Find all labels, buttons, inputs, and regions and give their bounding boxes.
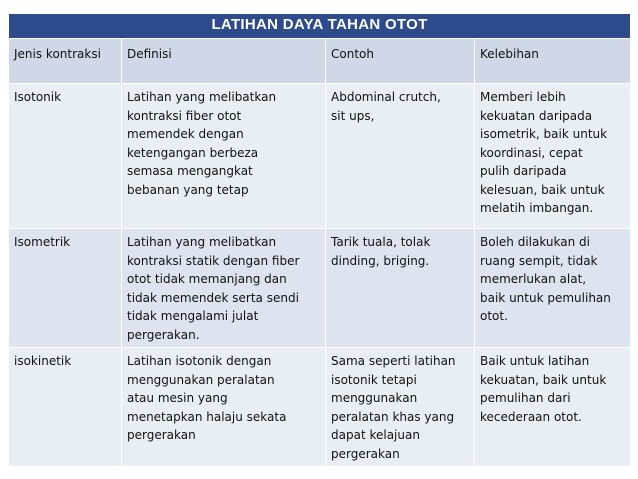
column-header-kelebihan: Kelebihan <box>475 39 631 84</box>
column-header-contoh: Contoh <box>326 39 475 84</box>
cell-definisi: Latihan yang melibatkan kontraksi fiber otot memendek dengan ketengangan berbeza semasa mengangkat bebanan yang tetap <box>122 84 326 229</box>
cell-definisi: Latihan yang melibatkan kontraksi statik dengan fiber otot tidak memanjang dan tidak memendek serta sendi tidak mengalami julat pergerakan. <box>122 229 326 348</box>
table-header-row <box>9 39 631 84</box>
cell-kelebihan: Boleh dilakukan di ruang sempit, tidak memerlukan alat, baik untuk pemulihan otot. <box>475 229 631 348</box>
column-header-jenis: Jenis kontraksi <box>9 39 122 84</box>
cell-jenis: Isometrik <box>9 229 122 348</box>
slide <box>8 13 630 475</box>
cell-jenis: Isotonik <box>9 84 122 229</box>
table-title: LATIHAN DAYA TAHAN OTOT <box>9 14 631 39</box>
table-row <box>9 84 631 229</box>
cell-contoh: Sama seperti latihan isotonik tetapi menggunakan peralatan khas yang dapat kelajuan pergerakan <box>326 348 475 467</box>
cell-kelebihan: Memberi lebih kekuatan daripada isometrik, baik untuk koordinasi, cepat pulih daripada kelesuan, baik untuk melatih imbangan. <box>475 84 631 229</box>
cell-jenis: isokinetik <box>9 348 122 467</box>
cell-definisi: Latihan isotonik dengan menggunakan peralatan atau mesin yang menetapkan halaju sekata pergerakan <box>122 348 326 467</box>
cell-contoh: Tarik tuala, tolak dinding, briging. <box>326 229 475 348</box>
cell-kelebihan: Baik untuk latihan kekuatan, baik untuk pemulihan dari kecederaan otot. <box>475 348 631 467</box>
table-row <box>9 229 631 348</box>
table-row <box>9 348 631 467</box>
column-header-definisi: Definisi <box>122 39 326 84</box>
muscle-endurance-table <box>8 13 631 467</box>
cell-contoh: Abdominal crutch, sit ups, <box>326 84 475 229</box>
